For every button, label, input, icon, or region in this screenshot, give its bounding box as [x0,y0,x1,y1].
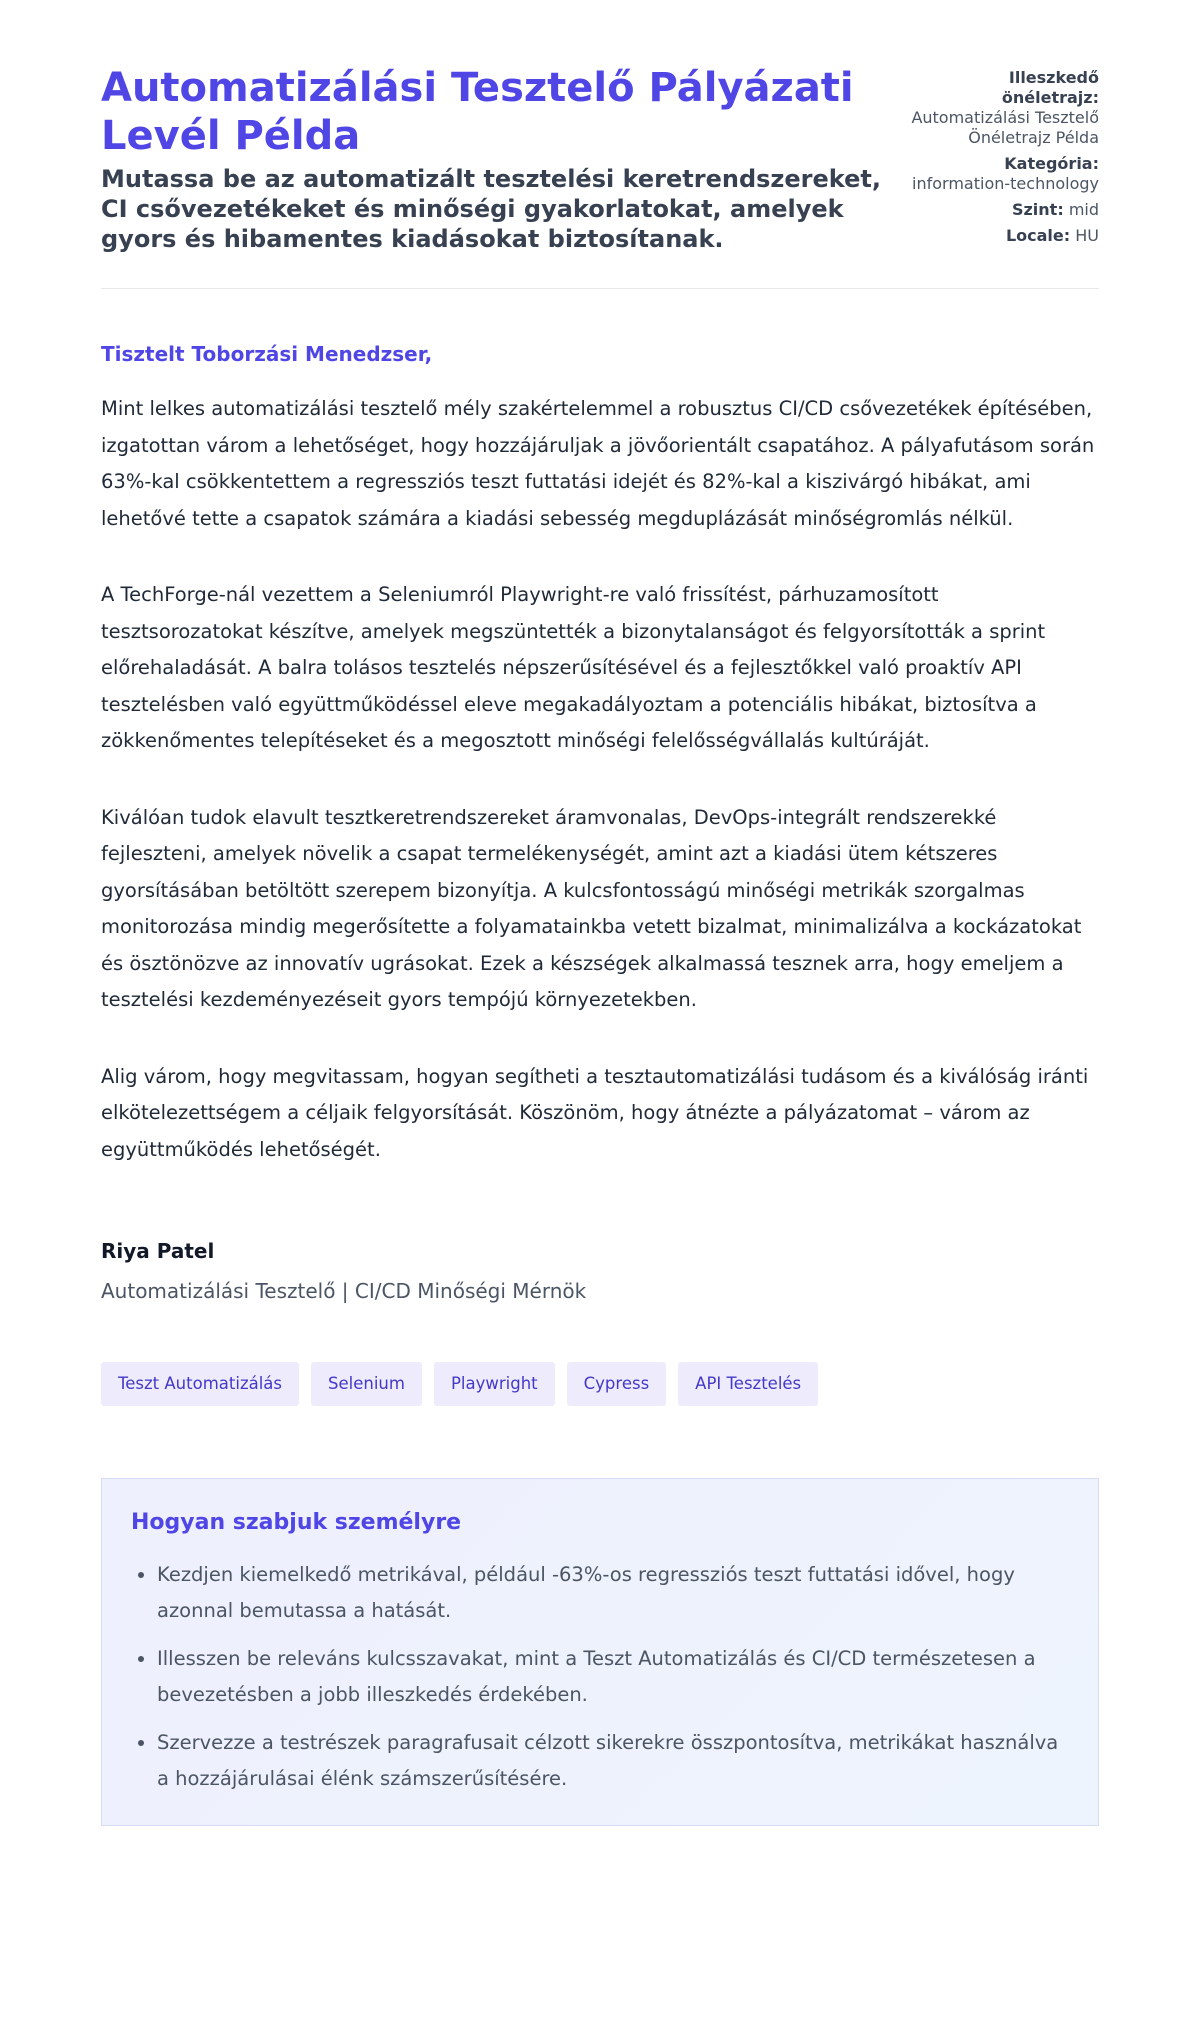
signer-name: Riya Patel [101,1239,215,1263]
meta-resume-value[interactable]: Automatizálási Tesztelő Önéletrajz Példa [911,108,1099,147]
letter-paragraph-4: Alig várom, hogy megvitassam, hogyan segítheti a tesztautomatizálási tudásom és a kiválóság iránti elkötelezettségem a céljaik felgyorsítását. Köszönöm, hogy átnézte a pályázatomat – várom az együttműködés lehetőségét. [101,1064,1089,1161]
tag-teszt-automatizalas[interactable]: Teszt Automatizálás [101,1362,299,1406]
tag-cypress[interactable]: Cypress [567,1362,667,1406]
meta-resume-label: Illeszkedő önéletrajz: [1001,68,1099,107]
tip-item-3: • Szervezze a testrészek paragrafusait célzott sikerekre összpontosítva, metrikákat használva a hozzájárulásai élénk számszerűsítésére. [157,1725,1070,1797]
tips-title: Hogyan szabjuk személyre [131,1510,462,1535]
meta-locale-value: HU [1075,226,1099,245]
meta-category-label: Kategória: [1004,154,1099,173]
letter-paragraph-2: A TechForge-nál vezettem a Seleniumról Playwright-re való frissítést, párhuzamosított tesztsorozatokat készítve, amelyek megszüntették a bizonytalanságot és felgyorsították a sprint előrehaladását. A balra tolásos tesztelés népszerűsítésével és a fejlesztőkkel való proaktív API tesztelésben való együttműködéssel eleve megakadályoztam a potenciális hibákat, biztosítva a zökkenőmentes telepítéseket és a megosztott minőségi felelősségvállalás kultúráját. [101,583,1046,752]
page-subtitle: Mutassa be az automatizált tesztelési keretrendszereket, CI csővezetékeket és minőségi gyakorlatokat, amelyek gyors és hibamentes kiadásokat biztosítanak. [101,165,881,253]
tip-item-2: • Illesszen be releváns kulcsszavakat, mint a Teszt Automatizálás és CI/CD természetesen a bevezetésben a jobb illeszkedés érdekében. [157,1641,1070,1713]
tag-selenium[interactable]: Selenium [311,1362,422,1406]
tip-item-1: • Kezdjen kiemelkedő metrikával, például -63%-os regressziós teszt futtatási idővel, hogy azonnal bemutassa a hatását. [157,1557,1070,1629]
meta-level-value: mid [1068,200,1099,219]
tag-playwright[interactable]: Playwright [434,1362,555,1406]
page-header [101,64,1099,289]
page-title: Automatizálási Tesztelő Pályázati Levél Példa [101,65,854,159]
header-text [101,64,901,254]
tips-list [131,1557,1070,1797]
tag-api-teszteles[interactable]: API Tesztelés [678,1362,818,1406]
meta-level-label: Szint: [1011,200,1064,219]
personalization-tips-box [101,1478,1099,1826]
meta-category-value: information-technology [912,174,1099,193]
meta-level [909,200,1099,220]
meta-locale-label: Locale: [1005,226,1071,245]
meta-resume [909,68,1099,148]
letter-paragraph-3: Kiválóan tudok elavult tesztkeretrendszereket áramvonalas, DevOps-integrált rendszerekké fejleszteni, amelyek növelik a csapat termelékenységét, amint azt a kiadási ütem kétszeres gyorsításában betöltött szerepem bizonyítja. A kulcsfontosságú minőségi metrikák szorgalmas monitorozása mindig megerősítette a folyamatainkba vetett bizalmat, minimalizálva a kockázatokat és ösztönözve az innovatív ugrásokat. Ezek a készségek alkalmassá tesznek arra, hogy emeljem a tesztelési kezdeményezéseit gyors tempójú környezetekben. [101,805,1082,1011]
letter-paragraph-1: Mint lelkes automatizálási tesztelő mély szakértelemmel a robusztus CI/CD csővezetékek építésében, izgatottan várom a lehetőséget, hogy hozzájáruljak a jövőorientált csapatához. A pályafutásom során 63%-kal csökkentettem a regressziós teszt futtatási idejét és 82%-kal a kiszivárgó hibákat, ami lehetővé tette a csapatok számára a kiadási sebesség megduplázását minőségromlás nélkül. [101,397,1095,530]
keyword-tags [101,1362,1099,1406]
meta-panel [909,64,1099,252]
signer-title: Automatizálási Tesztelő | CI/CD Minőségi Mérnök [101,1279,587,1303]
meta-category [909,154,1099,194]
letter-greeting: Tisztelt Toborzási Menedzser, [101,342,433,366]
cover-letter-page [101,0,1099,1826]
meta-locale [909,226,1099,246]
